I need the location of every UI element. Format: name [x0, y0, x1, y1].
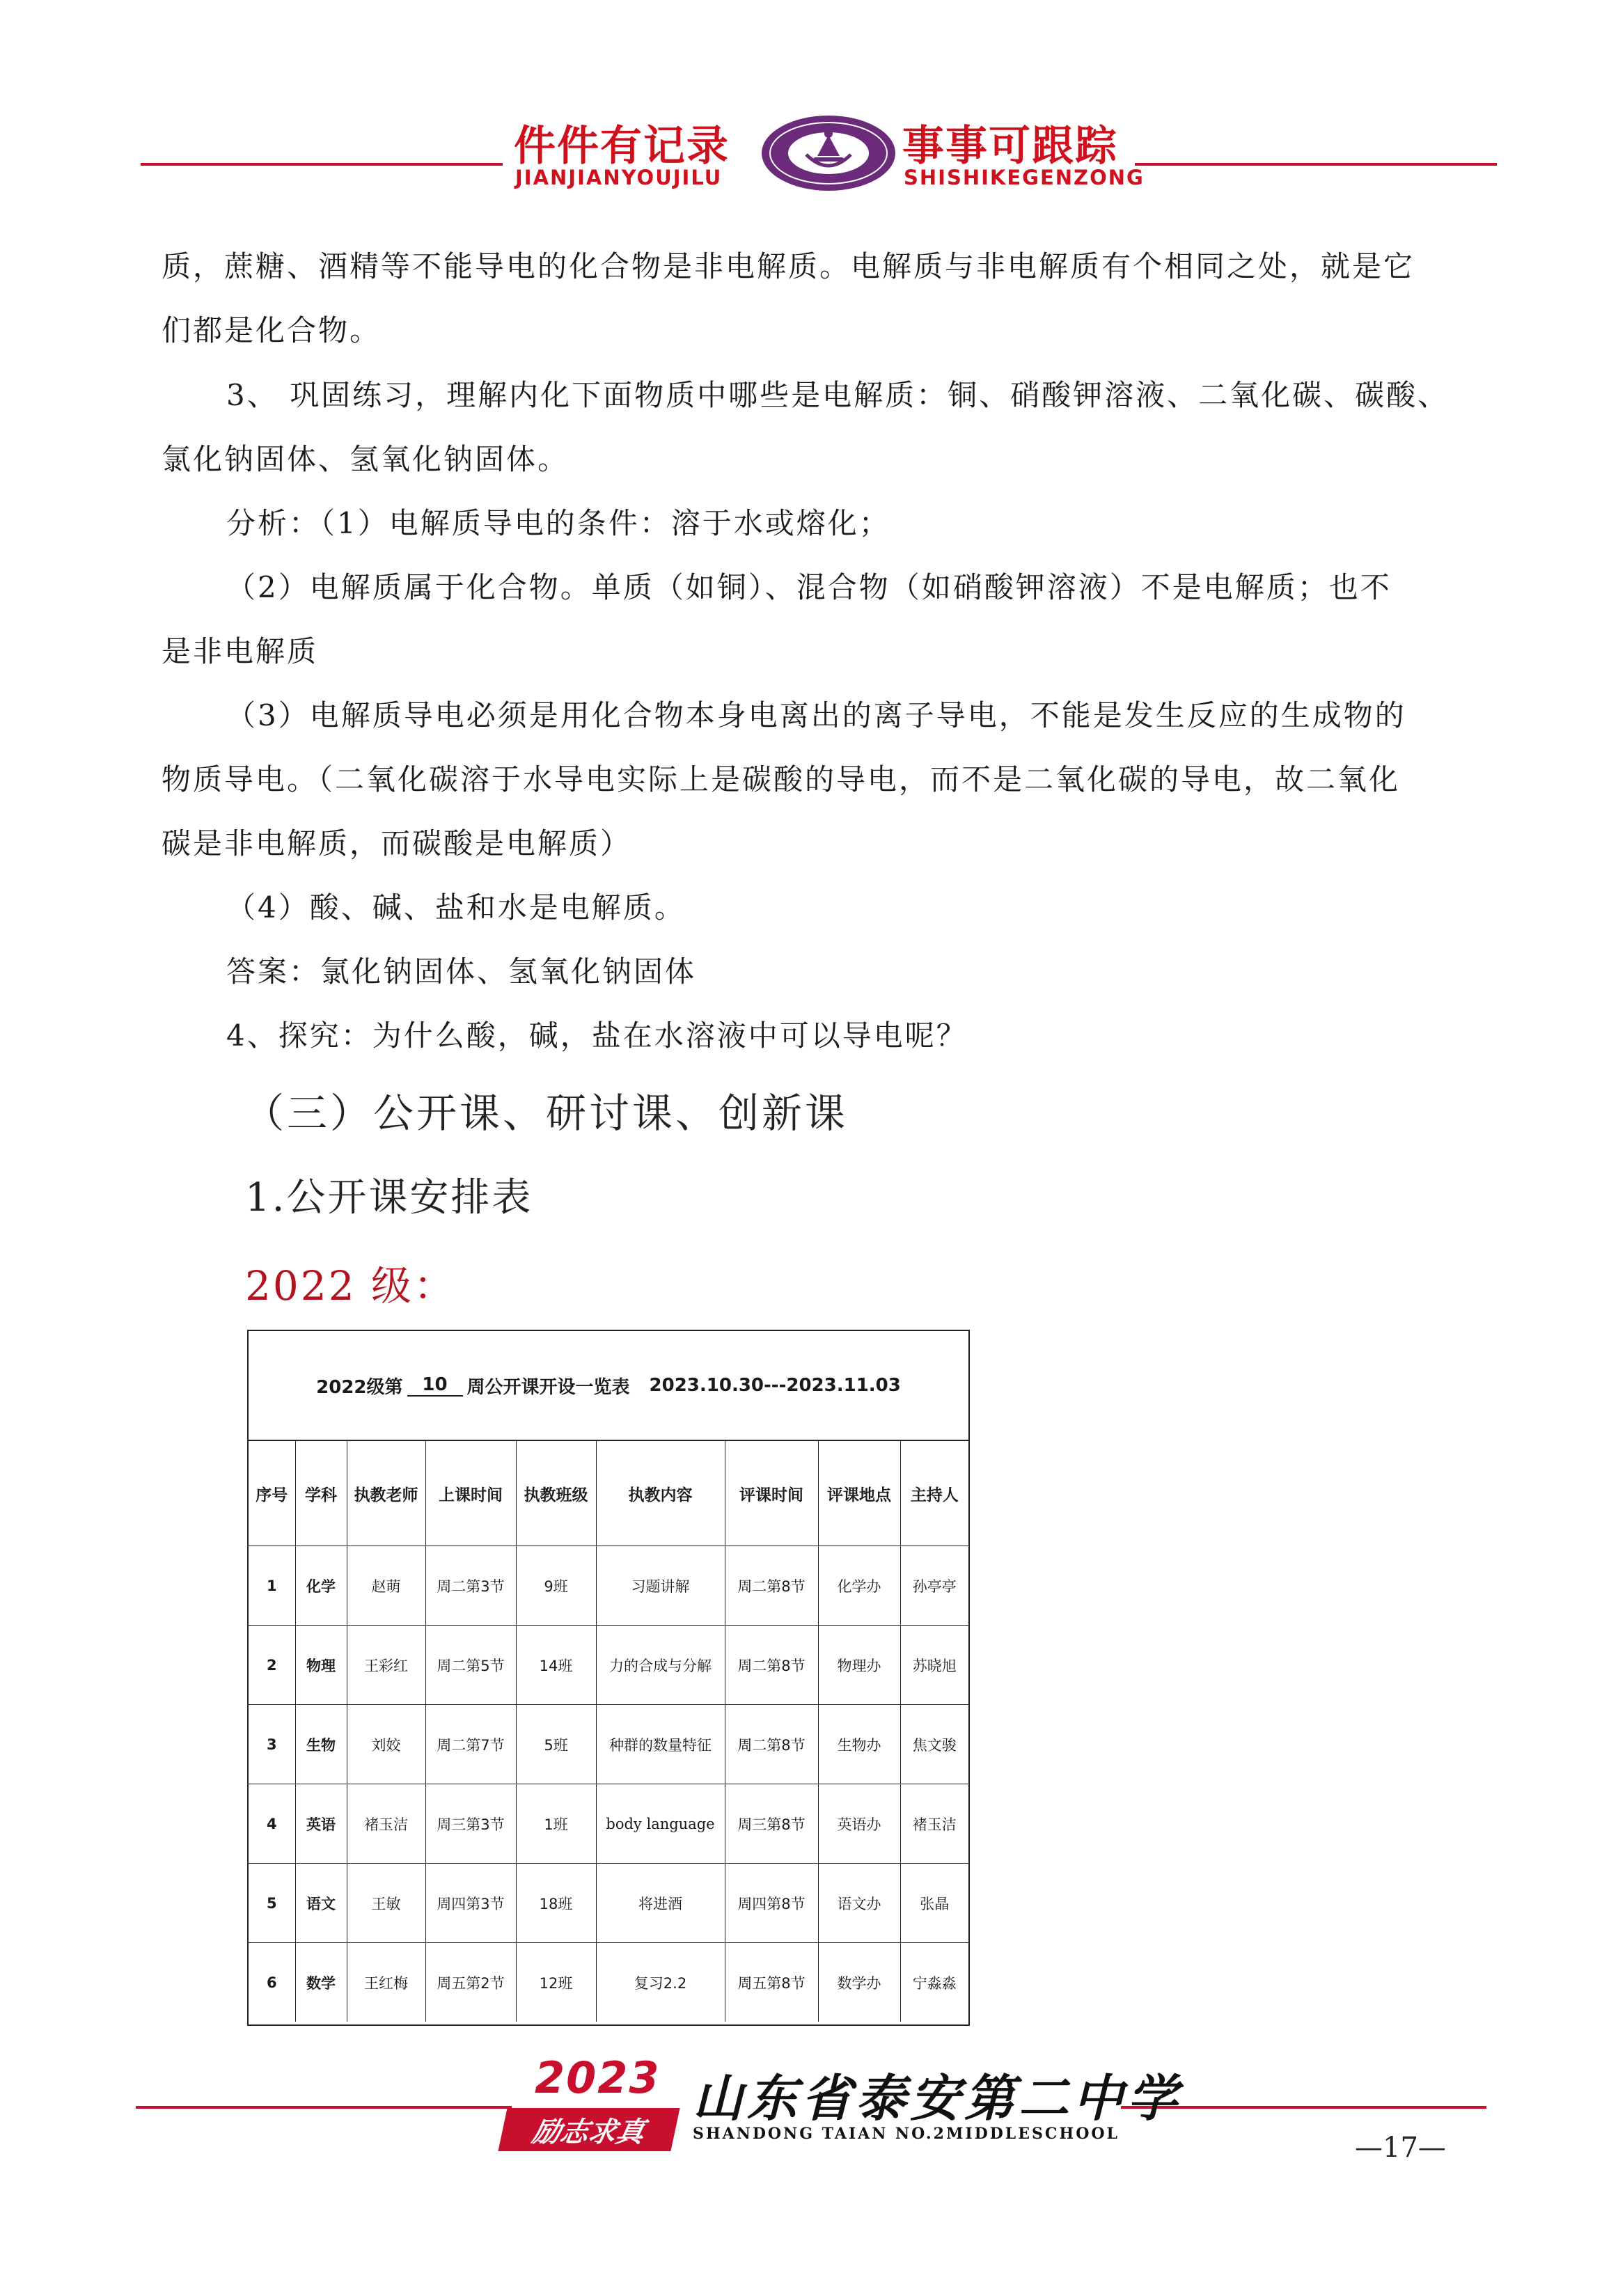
school-seal-logo	[759, 113, 898, 194]
cell-review-place: 语文办	[818, 1864, 900, 1943]
cell-class-time: 周五第2节	[425, 1943, 516, 2022]
cell-review-time: 周四第8节	[725, 1864, 818, 1943]
cell-host: 孙亭亭	[900, 1546, 968, 1626]
open-class-schedule-table	[247, 1330, 970, 2026]
cell-class-time: 周三第3节	[425, 1784, 516, 1864]
cell-class: 1班	[516, 1784, 596, 1864]
table-title-week: 10	[407, 1374, 463, 1397]
paragraph-line: （3）电解质导电必须是用化合物本身电离出的离子导电，不能是发生反应的生成物的	[226, 698, 1406, 732]
paragraph-line: 质，蔗糖、酒精等不能导电的化合物是非电解质。电解质与非电解质有个相同之处，就是它	[162, 249, 1415, 283]
cell-subject: 语文	[295, 1864, 347, 1943]
cell-review-time: 周五第8节	[725, 1943, 818, 2022]
cell-review-place: 数学办	[818, 1943, 900, 2022]
footer-rule-left	[136, 2106, 512, 2109]
cell-review-place: 化学办	[818, 1546, 900, 1626]
paragraph-line: 是非电解质	[162, 634, 319, 668]
table-row	[249, 1626, 968, 1705]
cell-class: 5班	[516, 1705, 596, 1784]
cell-host: 张晶	[900, 1864, 968, 1943]
paragraph-line: 3、 巩固练习，理解内化下面物质中哪些是电解质：铜、硝酸钾溶液、二氧化碳、碳酸、	[226, 378, 1450, 412]
cell-review-time: 周三第8节	[725, 1784, 818, 1864]
cell-teacher: 刘姣	[347, 1705, 425, 1784]
cell-index: 6	[249, 1943, 295, 2022]
table-row	[249, 1705, 968, 1784]
cell-review-place: 生物办	[818, 1705, 900, 1784]
cell-class-time: 周二第5节	[425, 1626, 516, 1705]
paragraph-line: （2）电解质属于化合物。单质（如铜）、混合物（如硝酸钾溶液）不是电解质；也不	[226, 570, 1392, 604]
cell-teacher: 赵萌	[347, 1546, 425, 1626]
section-heading: （三）公开课、研讨课、创新课	[244, 1090, 849, 1137]
table-row	[249, 1546, 968, 1626]
cell-index: 3	[249, 1705, 295, 1784]
header-slogan-left: 件件有记录	[514, 122, 730, 171]
cell-teacher: 褚玉洁	[347, 1784, 425, 1864]
cell-content: 复习2.2	[596, 1943, 725, 2022]
table-header-row	[249, 1441, 968, 1546]
cell-class: 14班	[516, 1626, 596, 1705]
header-cell: 学科	[295, 1441, 347, 1546]
cell-review-time: 周二第8节	[725, 1626, 818, 1705]
cell-index: 2	[249, 1626, 295, 1705]
table-title-dates: 2023.10.30---2023.11.03	[649, 1375, 901, 1396]
header-rule-right	[1135, 163, 1497, 166]
cell-teacher: 王敏	[347, 1864, 425, 1943]
cell-index: 4	[249, 1784, 295, 1864]
header-cell: 执教内容	[596, 1441, 725, 1546]
table-title-prefix: 2022级第	[316, 1376, 403, 1398]
cell-index: 1	[249, 1546, 295, 1626]
header-cell: 评课时间	[725, 1441, 818, 1546]
table-title-suffix: 周公开课开设一览表	[466, 1376, 630, 1398]
cell-teacher: 王彩红	[347, 1626, 425, 1705]
header-cell: 主持人	[900, 1441, 968, 1546]
schedule-grid	[249, 1441, 968, 2022]
cell-class: 12班	[516, 1943, 596, 2022]
cell-index: 5	[249, 1864, 295, 1943]
footer-motto-badge: 励志求真	[498, 2108, 680, 2151]
cell-content: 习题讲解	[596, 1546, 725, 1626]
cell-review-place: 英语办	[818, 1784, 900, 1864]
cell-subject: 数学	[295, 1943, 347, 2022]
paragraph-line: 氯化钠固体、氢氧化钠固体。	[162, 442, 570, 476]
cell-class-time: 周二第3节	[425, 1546, 516, 1626]
footer-school-name: 山东省泰安第二中学	[693, 2068, 1182, 2128]
cell-subject: 生物	[295, 1705, 347, 1784]
sub-heading: 1.公开课安排表	[245, 1175, 533, 1220]
header-slogan-right: 事事可跟踪	[902, 122, 1118, 171]
cell-class-time: 周二第7节	[425, 1705, 516, 1784]
paragraph-line: 物质导电。（二氧化碳溶于水导电实际上是碳酸的导电，而不是二氧化碳的导电，故二氧化	[162, 762, 1401, 796]
cell-teacher: 王红梅	[347, 1943, 425, 2022]
cell-subject: 化学	[295, 1546, 347, 1626]
header-slogan-right-pinyin: SHISHIKEGENZONG	[904, 166, 1145, 189]
table-row	[249, 1784, 968, 1864]
cell-subject: 物理	[295, 1626, 347, 1705]
footer-year: 2023	[535, 2052, 661, 2103]
cell-host: 褚玉洁	[900, 1784, 968, 1864]
footer-school-name-en: SHANDONG TAIAN NO.2MIDDLESCHOOL	[693, 2125, 1120, 2143]
cell-class: 9班	[516, 1546, 596, 1626]
header-cell: 序号	[249, 1441, 295, 1546]
header-cell: 执教老师	[347, 1441, 425, 1546]
header-slogan-left-pinyin: JIANJIANYOUJILU	[515, 166, 723, 189]
paragraph-line: （4）酸、碱、盐和水是电解质。	[226, 890, 686, 925]
cell-content: 将进酒	[596, 1864, 725, 1943]
table-row	[249, 1943, 968, 2022]
paragraph-line: 分析：（1）电解质导电的条件：溶于水或熔化；	[226, 506, 890, 540]
header-cell: 执教班级	[516, 1441, 596, 1546]
cell-content: 力的合成与分解	[596, 1626, 725, 1705]
paragraph-line: 碳是非电解质，而碳酸是电解质）	[162, 826, 632, 860]
table-row	[249, 1864, 968, 1943]
cell-review-time: 周二第8节	[725, 1546, 818, 1626]
header-rule-left	[141, 163, 503, 166]
grade-label: 2022 级：	[245, 1262, 457, 1310]
cell-review-time: 周二第8节	[725, 1705, 818, 1784]
paragraph-line: 答案：氯化钠固体、氢氧化钠固体	[226, 954, 697, 989]
header-cell: 评课地点	[818, 1441, 900, 1546]
header-cell: 上课时间	[425, 1441, 516, 1546]
page-number: —17—	[1355, 2132, 1446, 2164]
cell-host: 苏晓旭	[900, 1626, 968, 1705]
cell-content: body language	[596, 1784, 725, 1864]
cell-host: 宁淼淼	[900, 1943, 968, 2022]
cell-content: 种群的数量特征	[596, 1705, 725, 1784]
paragraph-line: 4、探究：为什么酸，碱，盐在水溶液中可以导电呢？	[226, 1019, 968, 1053]
cell-host: 焦文骏	[900, 1705, 968, 1784]
cell-class-time: 周四第3节	[425, 1864, 516, 1943]
cell-review-place: 物理办	[818, 1626, 900, 1705]
table-title	[249, 1331, 968, 1441]
cell-subject: 英语	[295, 1784, 347, 1864]
cell-class: 18班	[516, 1864, 596, 1943]
paragraph-line: 们都是化合物。	[162, 313, 382, 347]
